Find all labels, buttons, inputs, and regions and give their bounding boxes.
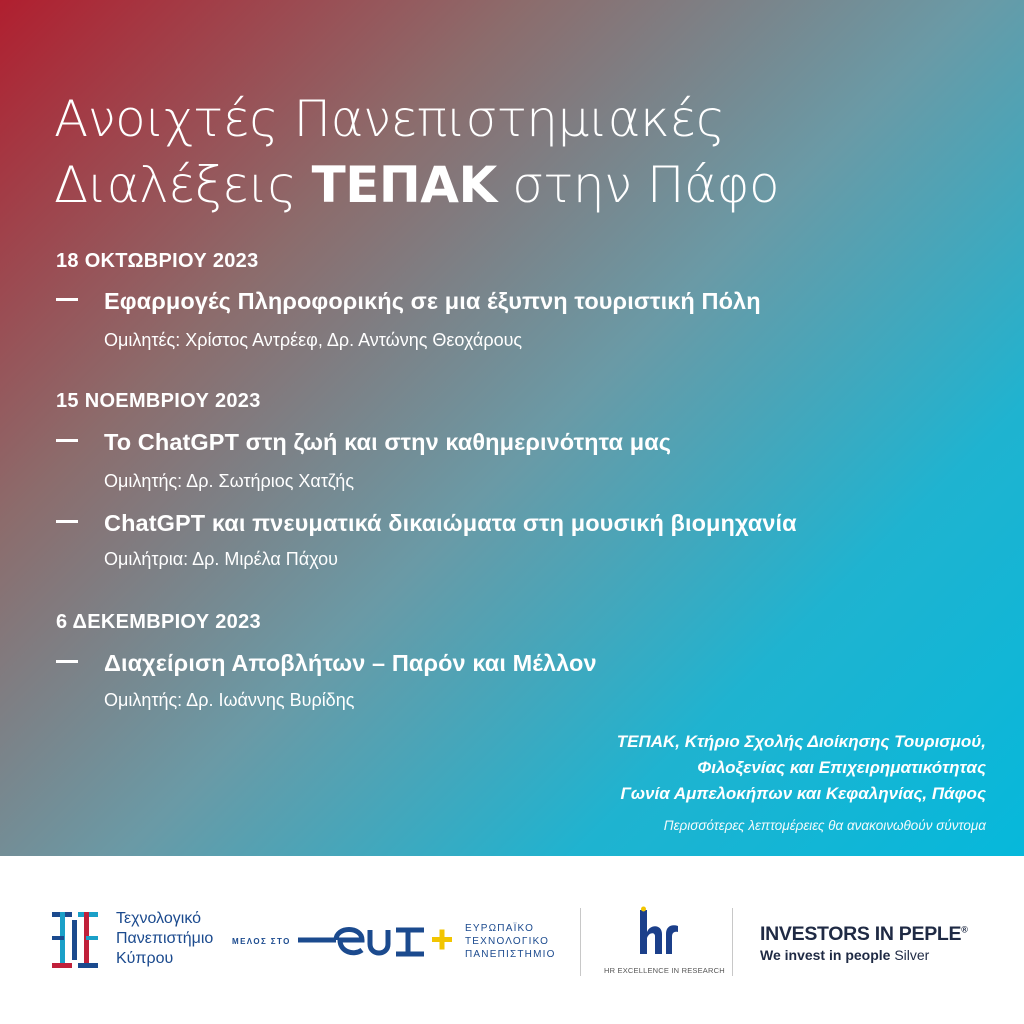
event-date-2: 15 ΝΟΕΜΒΡΙΟΥ 2023 [56,390,261,412]
divider [732,908,733,976]
venue-line-3: Γωνία Αμπελοκήπων και Κεφαληνίας, Πάφος [620,784,986,803]
iip-sub-bold: We invest in people [760,947,891,963]
hr-excellence-label: HR EXCELLENCE IN RESEARCH [604,966,725,975]
page-title [54,86,994,218]
member-of-label: ΜΕΛΟΣ ΣΤΟ [232,937,291,946]
eut-name [465,922,556,961]
event-date-1: 18 ΟΚΤΩΒΡΙΟΥ 2023 [56,250,259,272]
talk-title-1: Εφαρμογές Πληροφορικής σε μια έξυπνη τουριστική Πόλη [104,288,761,314]
iip-title [760,923,968,946]
venue-line-1: ΤΕΠΑΚ, Κτήριο Σχολής Διοίκησης Τουρισμού, [616,732,986,751]
divider [580,908,581,976]
venue-line-2: Φιλοξενίας και Επιχειρηματικότητας [697,758,986,777]
venue-address [617,729,986,807]
cut-logo-icon [52,912,98,968]
iip-title-end: PLE [924,923,962,945]
eut-line-2: ΤΕΧΝΟΛΟΓΙΚΟ [465,936,550,947]
talk-speakers-1: Ομιλητές: Χρίστος Αντρέεφ, Δρ. Αντώνης Θεοχάρους [104,330,523,350]
dash-icon [56,520,78,523]
eut-logo-icon [296,916,456,964]
event-date-3: 6 ΔΕΚΕΜΒΡΙΟΥ 2023 [56,611,261,633]
talk-speakers-2: Ομιλητής: Δρ. Σωτήριος Χατζής [104,471,354,491]
talk-title-4: Διαχείριση Αποβλήτων – Παρόν και Μέλλον [104,650,597,676]
title-line-2-post: στην Πάφο [496,156,780,214]
cut-line-3: Κύπρου [116,950,174,967]
eut-line-1: ΕΥΡΩΠΑΪΚΟ [465,923,535,934]
talk-title-2: Το ChatGPT στη ζωή και στην καθημερινότητα μας [104,429,672,455]
title-line-2-bold: ΤΕΠΑΚ [311,156,497,214]
title-line-1: Ανοιχτές Πανεπιστημιακές [54,90,725,148]
iip-registered: ® [961,924,968,935]
title-line-2 [54,152,994,218]
more-info-note: Περισσότερες λεπτομέρειες θα ανακοινωθούν σύντομα [663,818,986,833]
talk-speakers-4: Ομιλητής: Δρ. Ιωάννης Βυρίδης [104,690,355,710]
eut-line-3: ΠΑΝΕΠΙΣΤΗΜΙΟ [465,949,556,960]
logo-footer [0,856,1024,1024]
hr-logo-icon [636,906,680,960]
talk-title-3: ChatGPT και πνευματικά δικαιώματα στη μουσική βιομηχανία [104,510,797,536]
cut-line-2: Πανεπιστήμιο [116,930,214,947]
talk-speakers-3: Ομιλήτρια: Δρ. Μιρέλα Πάχου [104,549,339,569]
dash-icon [56,660,78,663]
cut-line-1: Τεχνολογικό [116,910,202,927]
dash-icon [56,439,78,442]
iip-sub-level: Silver [890,947,930,963]
title-line-2-pre: Διαλέξεις [54,156,312,214]
iip-subtitle [760,947,929,963]
dash-icon [56,298,78,301]
iip-title-main: INVESTORS IN PE [760,923,925,945]
cut-name [116,909,213,969]
